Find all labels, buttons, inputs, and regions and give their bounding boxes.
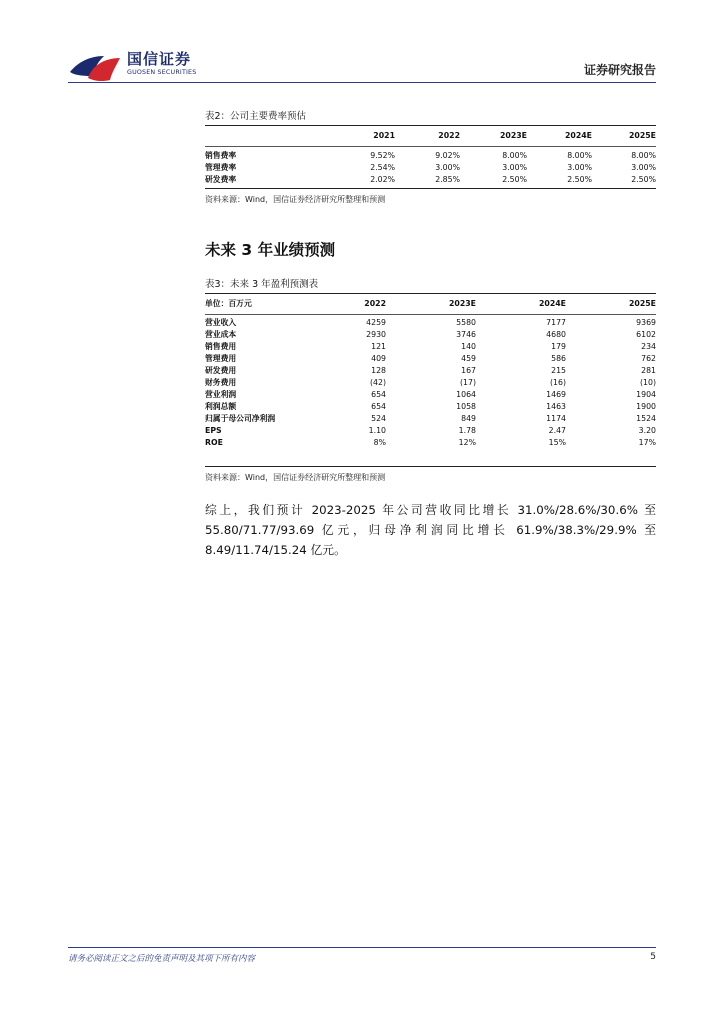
table-cell: 8.00%: [502, 151, 527, 160]
table-cell: 2930: [366, 330, 386, 339]
table-cell: 5580: [456, 318, 476, 327]
table-cell: 2.54%: [370, 163, 395, 172]
table-cell: 3746: [456, 330, 476, 339]
brand-name-en: GUOSEN SECURITIES: [127, 69, 197, 76]
table-cell: 1469: [546, 390, 566, 399]
row-label: 归属于母公司净利润: [205, 414, 276, 423]
table-cell: (17): [459, 378, 476, 387]
table-row: [205, 389, 656, 401]
table-cell: 409: [371, 354, 386, 363]
table-cell: 586: [551, 354, 566, 363]
table-cell: 2.85%: [435, 175, 460, 184]
table-cell: 2.50%: [631, 175, 656, 184]
table-cell: 1058: [456, 402, 476, 411]
table-cell: 281: [641, 366, 656, 375]
table-cell: 524: [371, 414, 386, 423]
footer-divider: [68, 947, 656, 948]
table-cell: 8%: [373, 438, 386, 447]
table3-body: [205, 317, 656, 449]
table2-source: 资料来源：Wind，国信证券经济研究所整理和预测: [205, 195, 386, 204]
summary-paragraph: 综上，我们预计 2023-2025 年公司营收同比增长 31.0%/28.6%/30.6% 至 55.80/71.77/93.69 亿元，归母净利润同比增长 61.9%/38.3%/29.9% 至 8.49/11.74/15.24 亿元。: [205, 503, 656, 557]
row-label: ROE: [205, 438, 223, 447]
table-cell: 121: [371, 342, 386, 351]
table-cell: 9369: [636, 318, 656, 327]
table3-header-cell: 2023E: [448, 299, 476, 308]
table-cell: 654: [371, 402, 386, 411]
report-type: 证券研究报告: [583, 63, 656, 77]
table-cell: 2.47: [548, 426, 566, 435]
table-cell: 459: [461, 354, 476, 363]
table-row: [205, 377, 656, 389]
table-cell: 3.20: [638, 426, 656, 435]
table-cell: 215: [551, 366, 566, 375]
table-cell: (16): [549, 378, 566, 387]
table-cell: 179: [551, 342, 566, 351]
table-cell: 8.00%: [631, 151, 656, 160]
table3-header-row: [205, 298, 656, 310]
table2-caption: 表2：公司主要费率预估: [205, 111, 307, 122]
table3-source: 资料来源：Wind，国信证券经济研究所整理和预测: [205, 473, 386, 482]
row-label: 营业收入: [205, 318, 237, 327]
table-cell: 9.52%: [370, 151, 395, 160]
table-row: [205, 174, 656, 186]
table-cell: 4259: [366, 318, 386, 327]
row-label: EPS: [205, 426, 222, 435]
table-cell: 1.10: [368, 426, 386, 435]
table-cell: 15%: [548, 438, 566, 447]
table-cell: 3.00%: [435, 163, 460, 172]
table-cell: (42): [369, 378, 386, 387]
table-row: [205, 413, 656, 425]
table2-header-cell: 2025E: [628, 131, 656, 140]
row-label: 销售费用: [205, 342, 237, 351]
header-divider: [68, 82, 656, 83]
table-cell: 1900: [636, 402, 656, 411]
table3-bottom-rule: [205, 466, 656, 467]
table2-bottom-rule: [205, 188, 656, 189]
table-cell: 12%: [458, 438, 476, 447]
row-label: 财务费用: [205, 378, 237, 387]
table-cell: 234: [641, 342, 656, 351]
table-row: [205, 353, 656, 365]
table2-header-cell: 2024E: [564, 131, 592, 140]
table-row: [205, 317, 656, 329]
table2: [205, 130, 656, 142]
table-cell: 762: [641, 354, 656, 363]
table3-header-rule: [205, 314, 656, 315]
table2-top-rule: [205, 125, 656, 126]
table-row: [205, 401, 656, 413]
table2-header-row: [205, 130, 656, 142]
table-cell: 1.78: [458, 426, 476, 435]
table-cell: 2.50%: [502, 175, 527, 184]
table-cell: 9.02%: [435, 151, 460, 160]
brand-name-cn: 国信证券: [127, 50, 192, 68]
row-label: 研发费用: [205, 366, 237, 375]
table2-header-cell: 2022: [438, 131, 460, 140]
disclaimer-note: 请务必阅读正文之后的免责声明及其项下所有内容: [68, 954, 256, 964]
table3-top-rule: [205, 293, 656, 294]
table2-header-cell: 2021: [373, 131, 395, 140]
row-label: 利润总额: [205, 402, 237, 411]
table-cell: 140: [461, 342, 476, 351]
table-cell: 1174: [546, 414, 566, 423]
table3-header-cell: 2024E: [538, 299, 566, 308]
table-cell: 8.00%: [567, 151, 592, 160]
table3-caption: 表3：未来 3 年盈利预测表: [205, 279, 319, 290]
table2-header-cell: [205, 130, 315, 142]
table3-header-cell: 2025E: [628, 299, 656, 308]
table3-unit-label: 单位：百万元: [205, 299, 252, 308]
row-label: 管理费用: [205, 354, 237, 363]
table-cell: 3.00%: [567, 163, 592, 172]
table-cell: 167: [461, 366, 476, 375]
page-number: 5: [650, 952, 656, 962]
section-title: 未来 3 年业绩预测: [205, 241, 336, 259]
table-cell: 2.02%: [370, 175, 395, 184]
table-cell: 654: [371, 390, 386, 399]
row-label: 营业利润: [205, 390, 237, 399]
table-row: [205, 341, 656, 353]
row-label: 销售费率: [205, 151, 237, 160]
table2-header-cell: 2023E: [499, 131, 527, 140]
table-cell: 2.50%: [567, 175, 592, 184]
table-cell: 17%: [638, 438, 656, 447]
row-label: 研发费率: [205, 175, 237, 184]
table-cell: 1524: [636, 414, 656, 423]
table2-body: [205, 150, 656, 186]
brand-name: [127, 50, 196, 77]
table-row: [205, 425, 656, 437]
table-cell: 7177: [546, 318, 566, 327]
table-cell: 4680: [546, 330, 566, 339]
table-cell: 6102: [636, 330, 656, 339]
table3-header-cell: 2022: [364, 299, 386, 308]
table-cell: 1463: [546, 402, 566, 411]
table-row: [205, 162, 656, 174]
table-row: [205, 365, 656, 377]
table-cell: 128: [371, 366, 386, 375]
table-cell: 1904: [636, 390, 656, 399]
table-cell: 849: [461, 414, 476, 423]
table3-header: [205, 298, 656, 310]
table-row: [205, 150, 656, 162]
row-label: 管理费率: [205, 163, 237, 172]
table2-header-rule: [205, 146, 656, 147]
table-cell: 3.00%: [631, 163, 656, 172]
table-cell: (10): [639, 378, 656, 387]
table-row: [205, 437, 656, 449]
row-label: 营业成本: [205, 330, 237, 339]
table-cell: 1064: [456, 390, 476, 399]
table-row: [205, 329, 656, 341]
table-cell: 3.00%: [502, 163, 527, 172]
